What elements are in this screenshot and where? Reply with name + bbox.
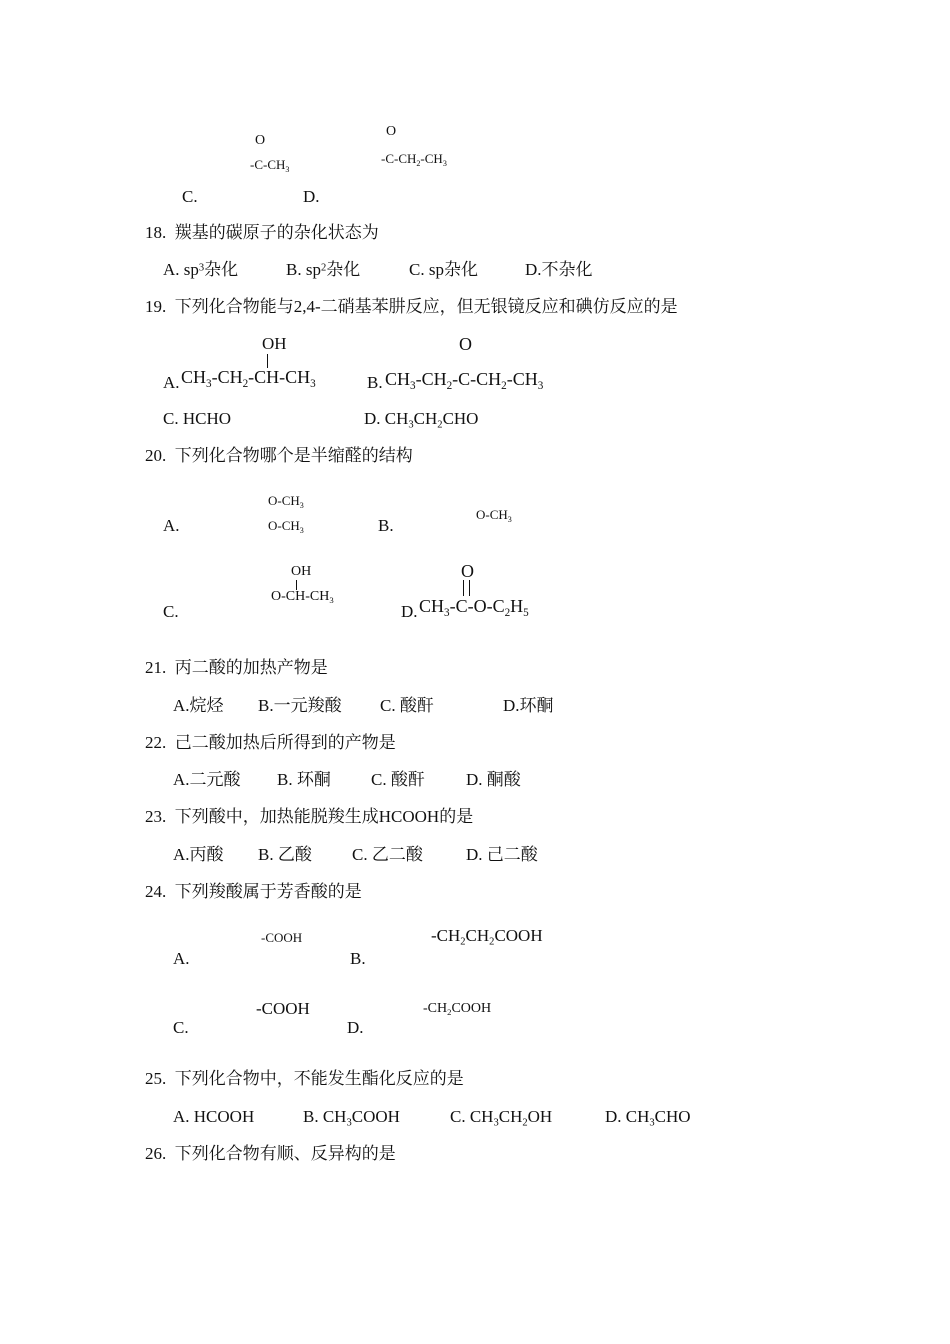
q20-a-methoxy-2: $O-CH_3$ bbox=[268, 518, 304, 535]
q19-a-bond bbox=[267, 354, 268, 368]
q18-option-d: D.不杂化 bbox=[525, 260, 593, 279]
q24-option-b-label: B. bbox=[350, 949, 366, 968]
q21-question: 21. 丙二酸的加热产物是 bbox=[145, 658, 328, 677]
q19-option-d: D. $CH_3CH_2CHO$ bbox=[364, 409, 479, 431]
q20-b-methoxy: $O-CH_3$ bbox=[476, 507, 512, 524]
q23-option-c: C. 乙二酸 bbox=[352, 845, 423, 864]
q20-c-structure: $O-CH-CH_3$ bbox=[271, 589, 334, 606]
q22-option-d: D. 酮酸 bbox=[466, 770, 521, 789]
q25-option-d: D. $CH_3CHO$ bbox=[605, 1107, 691, 1129]
q25-option-a: A. HCOOH bbox=[173, 1107, 255, 1126]
q20-option-c-label: C. bbox=[163, 602, 179, 621]
q23-option-d: D. 己二酸 bbox=[466, 845, 538, 864]
q21-option-d: D.环酮 bbox=[503, 696, 554, 715]
q20-d-double-bond bbox=[463, 580, 470, 596]
q17-d-structure: $-C-CH_2-CH_3$ bbox=[381, 151, 447, 168]
q19-option-a-structure: $CH_3-CH_2-CH-CH_3$ bbox=[181, 367, 316, 390]
q20-c-hydroxyl: OH bbox=[291, 564, 312, 579]
q23-option-b: B. 乙酸 bbox=[258, 845, 312, 864]
q20-option-b-label: B. bbox=[378, 516, 394, 535]
q18-option-c: C. sp杂化 bbox=[409, 260, 478, 279]
q19-option-c: C. HCHO bbox=[163, 409, 232, 428]
q24-option-d-label: D. bbox=[347, 1018, 364, 1037]
q17-d-oxygen: O bbox=[386, 124, 397, 139]
q20-a-methoxy-1: $O-CH_3$ bbox=[268, 493, 304, 510]
q19-question: 19. 下列化合物能与2,4-二硝基苯肼反应，但无银镜反应和碘仿反应的是 bbox=[145, 297, 678, 316]
q24-b-structure: $-CH_2CH_2COOH$ bbox=[431, 926, 543, 948]
q18-option-a: A. $sp^3$杂化 bbox=[163, 260, 239, 279]
q20-d-structure: $CH_3-C-O-C_2H_5$ bbox=[419, 596, 529, 619]
q24-c-carboxyl: -COOH bbox=[256, 999, 310, 1018]
q22-option-a: A.二元酸 bbox=[173, 770, 241, 789]
q24-a-carboxyl: -COOH bbox=[261, 930, 303, 945]
q19-option-b-label: B. bbox=[367, 373, 383, 392]
q18-question: 18. 羰基的碳原子的杂化状态为 bbox=[145, 223, 379, 242]
q25-option-c: C. $CH_3CH_2OH$ bbox=[450, 1107, 553, 1129]
q20-option-a-label: A. bbox=[163, 516, 180, 535]
q25-question: 25. 下列化合物中，不能发生酯化反应的是 bbox=[145, 1069, 464, 1088]
q24-question: 24. 下列羧酸属于芳香酸的是 bbox=[145, 882, 362, 901]
q23-question: 23. 下列酸中，加热能脱羧生成HCOOH的是 bbox=[145, 807, 474, 826]
q21-option-b: B.一元羧酸 bbox=[258, 696, 342, 715]
q22-option-c: C. 酸酐 bbox=[371, 770, 425, 789]
q18-option-b: B. $sp^2$杂化 bbox=[286, 260, 361, 279]
q17-option-c-label: C. bbox=[182, 187, 198, 206]
q22-question: 22. 己二酸加热后所得到的产物是 bbox=[145, 733, 396, 752]
q20-d-carbonyl-oxygen: O bbox=[461, 561, 474, 581]
q19-option-b-structure: $CH_3-CH_2-C-CH_2-CH_3$ bbox=[385, 369, 544, 392]
q20-option-d-label: D. bbox=[401, 602, 418, 621]
q26-question: 26. 下列化合物有顺、反异构的是 bbox=[145, 1144, 396, 1163]
q21-option-a: A.烷烃 bbox=[173, 696, 224, 715]
q19-option-a-label: A. bbox=[163, 373, 180, 392]
q22-option-b: B. 环酮 bbox=[277, 770, 331, 789]
q17-option-d-label: D. bbox=[303, 187, 320, 206]
q19-a-hydroxyl: OH bbox=[262, 334, 287, 353]
q17-c-structure: $-C-CH_3$ bbox=[250, 157, 290, 174]
q25-option-b: B. $CH_3COOH$ bbox=[303, 1107, 400, 1129]
q24-option-a-label: A. bbox=[173, 949, 190, 968]
q24-d-structure: $-CH_2COOH$ bbox=[423, 1001, 492, 1018]
q20-question: 20. 下列化合物哪个是半缩醛的结构 bbox=[145, 446, 413, 465]
q21-option-c: C. 酸酐 bbox=[380, 696, 434, 715]
q19-b-carbonyl-oxygen: O bbox=[459, 334, 472, 354]
q24-option-c-label: C. bbox=[173, 1018, 189, 1037]
q23-option-a: A.丙酸 bbox=[173, 845, 224, 864]
q17-c-oxygen: O bbox=[255, 133, 266, 148]
